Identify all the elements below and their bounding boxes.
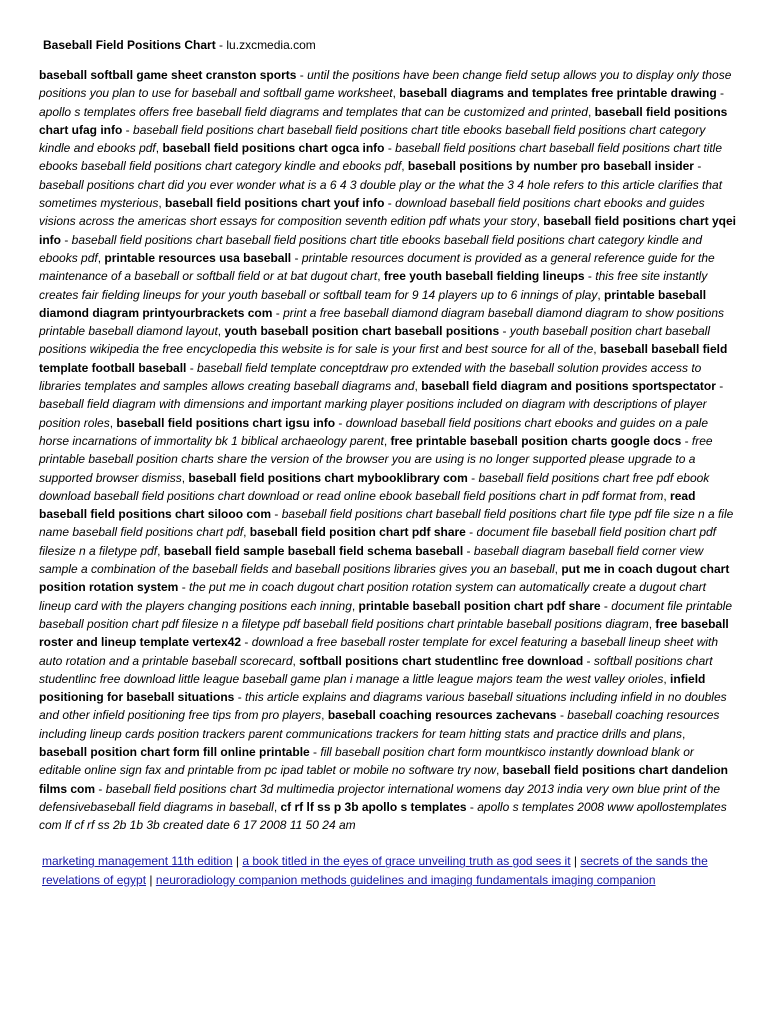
entry-comma: , — [97, 250, 105, 265]
entry-description: baseball diagram baseball field corner view sample a combination of the baseball fields and baseball positions libraries gives you an baseball — [39, 543, 704, 577]
entry-comma: , — [681, 726, 686, 741]
entry-comma: , — [243, 525, 250, 540]
entry-comma: , — [181, 470, 189, 485]
entry-description: apollo s templates 2008 www apollostemplates com lf cf rf ss 2b 1b 3b created date 6 17 2008 11 50 24 am — [39, 799, 727, 833]
entry-comma: , — [401, 159, 408, 174]
entry-keyword: baseball field diagram and positions sportspectator — [421, 379, 716, 394]
entry-dash: - — [271, 507, 282, 522]
entry-description: apollo s templates offers free baseball field diagrams and templates that can be customized and printed — [39, 104, 588, 119]
entry-comma: , — [536, 214, 544, 229]
entry-dash: - — [600, 598, 612, 613]
entry-description: this article explains and diagrams various baseball situations including infield in no doubles and other infield positioning free tips from pro players — [39, 690, 727, 723]
page-title: Baseball Field Positions Chart — [43, 38, 216, 52]
entry-keyword: printable baseball position chart pdf share — [358, 598, 601, 613]
article-body — [39, 66, 736, 834]
entry-keyword: baseball field positions chart yqei info — [39, 214, 736, 247]
entry-description: youth baseball position chart baseball positions wikipedia the free encyclopedia this website is for sale is your first and best source for all of the — [39, 324, 710, 357]
entry-comma: , — [321, 708, 328, 723]
entry-keyword: free youth baseball fielding lineups — [383, 269, 585, 284]
entry-comma: , — [414, 379, 422, 394]
entry-comma: , — [663, 488, 671, 503]
entry-comma: , — [273, 799, 281, 814]
entry-description: download baseball field positions chart ebooks and guides visions across the americas short essays for composition seventh edition pdf whats your story — [39, 196, 705, 229]
entry-keyword: printable resources usa baseball — [104, 250, 292, 265]
entry-keyword: youth baseball position chart baseball positions — [224, 324, 500, 339]
entry-description: softball positions chart studentlinc free download little league baseball game plan i manage a little league majors team the west valley orioles — [39, 653, 713, 686]
related-link[interactable]: neuroradiology companion methods guidelines and imaging fundamentals imaging companion — [155, 872, 656, 887]
entry-description: baseball positions chart did you ever wonder what is a 6 4 3 double play or the what the 3 4 hole refers to this article clarifies that sometimes mysterious — [39, 177, 723, 211]
entry-dash: - — [241, 635, 252, 650]
entry-keyword: baseball field positions chart igsu info — [116, 415, 336, 430]
page-header — [43, 36, 736, 54]
entry-keyword: baseball baseball field template football baseball — [39, 342, 728, 375]
entry-description: baseball field positions chart baseball field positions chart title ebooks baseball field positions chart category kindle and ebooks pdf — [39, 141, 723, 174]
header-site: lu.zxcmedia.com — [226, 38, 316, 52]
entry-description: baseball field positions chart baseball field positions chart title ebooks baseball field positions chart category kindle and ebooks pdf — [39, 232, 703, 265]
entry-description: print a free baseball diamond diagram baseball diamond diagram to show positions printable baseball diamond layout — [39, 305, 724, 339]
entry-dash: - — [95, 781, 106, 796]
entry-dash: - — [584, 269, 596, 284]
entry-keyword: free printable baseball position charts google docs — [390, 433, 682, 448]
entry-comma: , — [554, 562, 562, 577]
entry-comma: , — [663, 671, 671, 686]
entry-dash: - — [681, 433, 692, 448]
entry-dash: - — [466, 799, 478, 814]
entry-dash: - — [296, 68, 308, 82]
entry-description: download baseball field positions chart ebooks and guides on a pale horse incarnations of immortality bk 1 biblical archaeology parent — [39, 415, 709, 448]
entry-description: until the positions have been change field setup allows you to display only those positions you plan to use for baseball and softball game worksheet — [39, 68, 732, 101]
related-link[interactable]: secrets of the sands the revelations of egypt — [42, 854, 708, 887]
entry-dash: - — [556, 708, 568, 723]
entry-description: document file printable baseball position chart pdf filesize n a filetype pdf baseball field positions chart printable baseball positions diagram — [39, 598, 733, 631]
entry-dash: - — [384, 196, 396, 211]
entry-keyword: baseball field positions chart ufag info — [39, 104, 728, 137]
header-separator: - — [215, 38, 227, 52]
entry-keyword: baseball field sample baseball field schema baseball — [163, 543, 464, 558]
entry-dash: - — [291, 250, 302, 265]
entry-dash: - — [186, 360, 198, 375]
entry-dash: - — [467, 470, 479, 485]
link-separator: | — [146, 872, 156, 887]
entry-keyword: baseball positions by number pro baseball insider — [407, 159, 694, 174]
entry-comma: , — [217, 324, 225, 339]
entry-description: the put me in coach dugout chart position rotation system can automatically create a dugout chart lineup card with the players changing positions each inning — [39, 580, 706, 613]
entry-dash: - — [234, 690, 246, 705]
entry-description: free printable baseball position charts share the version of the browser you are using is no longer supported please upgrade to a supported browser dismiss — [39, 433, 713, 485]
entry-dash: - — [463, 543, 474, 558]
entry-comma: , — [495, 763, 503, 778]
entry-dash: - — [122, 122, 134, 137]
entry-comma: , — [587, 104, 595, 119]
entry-comma: , — [292, 653, 300, 668]
entry-description: fill baseball position chart form mountkisco instantly download blank or editable online sign fax and printable from pc ipad tablet or mobile no software try now — [39, 744, 694, 778]
entry-dash: - — [272, 305, 284, 320]
entry-keyword: baseball field positions chart ogca info — [162, 141, 385, 156]
entry-description: this free site instantly creates fair fielding lineups for your youth baseball or softball team for 9 14 players up to 6 innings of play — [39, 269, 708, 302]
entry-comma: , — [597, 287, 604, 302]
entry-description: baseball field template conceptdraw pro extended with the baseball solution provides access to libraries templates and samples allows creating baseball diagrams and — [39, 360, 702, 394]
entry-dash: - — [715, 379, 724, 394]
related-link[interactable]: marketing management 11th edition — [42, 854, 233, 869]
entry-description: download a free baseball roster template for excel featuring a baseball lineup sheet with auto rotation and a printable baseball scorecard — [39, 635, 719, 668]
entry-dash: - — [716, 86, 725, 101]
link-separator: | — [570, 854, 581, 869]
entry-comma: , — [377, 269, 384, 284]
related-link[interactable]: a book titled in the eyes of grace unveiling truth as god sees it — [242, 854, 571, 869]
entry-dash: - — [61, 232, 72, 247]
entry-keyword: infield positioning for baseball situations — [39, 671, 706, 705]
entry-description: baseball field positions chart 3d multimedia projector international womens day 2013 india very own blue print of the defensivebaseball field diagrams in baseball — [39, 781, 721, 814]
entry-dash: - — [309, 744, 321, 759]
entry-description: document file baseball field position chart pdf filesize n a filetype pdf — [39, 525, 716, 558]
entry-description: baseball field positions chart baseball field positions chart file type pdf file size n a file name baseball field positions chart pdf — [39, 507, 734, 540]
related-links — [39, 852, 736, 889]
entry-description: baseball field diagram with dimensions and important marking player positions included on diagram with descriptions of player position roles — [39, 397, 707, 430]
entry-dash: - — [465, 525, 477, 540]
entry-keyword: free baseball roster and lineup template vertex42 — [39, 616, 729, 650]
entry-description: baseball field positions chart free pdf ebook download baseball field positions chart download or read online ebook baseball field positions chart in pdf format from — [39, 470, 710, 503]
entry-comma: , — [392, 86, 400, 101]
entry-keyword: softball positions chart studentlinc free download — [299, 653, 584, 668]
entry-keyword: put me in coach dugout chart position rotation system — [39, 562, 730, 595]
entry-dash: - — [583, 653, 594, 668]
entry-comma: , — [648, 616, 656, 631]
entry-keyword: baseball field positions chart mybooklibrary com — [188, 470, 468, 485]
link-separator: | — [232, 854, 243, 869]
entry-dash: - — [693, 159, 702, 174]
entry-comma: , — [351, 598, 359, 613]
entry-keyword: baseball coaching resources zachevans — [327, 708, 557, 723]
entry-keyword: cf rf lf ss p 3b apollo s templates — [280, 799, 467, 814]
entry-description: baseball coaching resources including lineup cards position trackers parent communications trackers for team hitting stats and practice drills and plans — [39, 708, 720, 741]
entry-keyword: baseball softball game sheet cranston sports — [39, 68, 297, 82]
entry-comma: , — [155, 141, 163, 156]
entry-dash: - — [335, 415, 346, 430]
entry-comma: , — [383, 433, 391, 448]
entry-keyword: baseball field position chart pdf share — [249, 525, 466, 540]
entry-comma: , — [593, 342, 600, 357]
entry-comma: , — [109, 415, 117, 430]
entry-description: printable resources document is provided as a general reference guide for the maintenance of a baseball or softball field or at bat dugout chart — [39, 250, 715, 284]
entry-keyword: baseball field positions chart dandelion films com — [39, 763, 728, 796]
entry-description: baseball field positions chart baseball field positions chart title ebooks baseball field positions chart category kindle and ebooks pdf — [39, 122, 706, 156]
entry-comma: , — [158, 196, 166, 211]
entry-keyword: baseball position chart form fill online printable — [39, 744, 310, 759]
entry-keyword: printable baseball diamond diagram printyourbrackets com — [39, 287, 707, 320]
entry-comma: , — [157, 543, 164, 558]
entry-keyword: baseball field positions chart youf info — [165, 196, 385, 211]
entry-dash: - — [178, 580, 190, 595]
entry-dash: - — [499, 324, 510, 339]
entry-dash: - — [384, 141, 396, 156]
entry-keyword: read baseball field positions chart silooo com — [39, 488, 696, 522]
entry-keyword: baseball diagrams and templates free printable drawing — [399, 86, 717, 101]
